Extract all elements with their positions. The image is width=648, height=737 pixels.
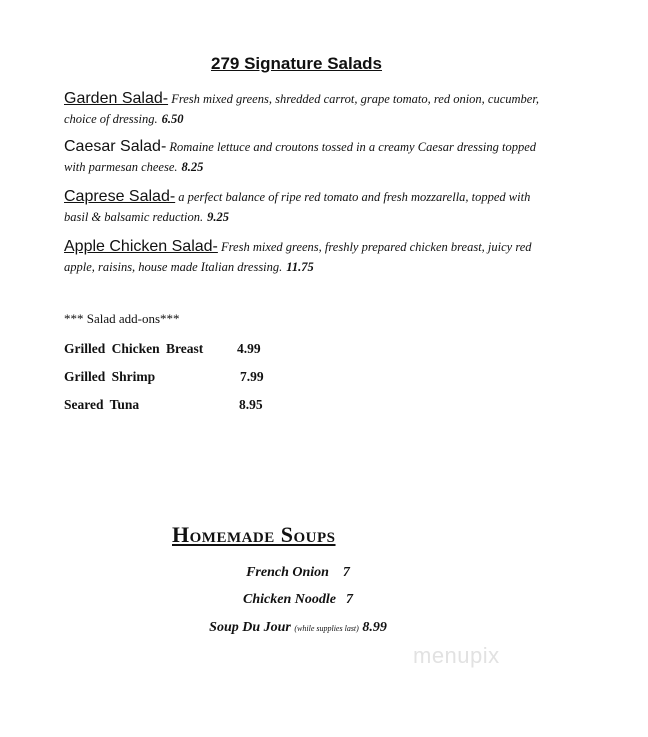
salad-price: 8.25	[181, 160, 204, 174]
addon-price: 7.99	[240, 369, 264, 384]
soup-price: 7	[345, 592, 353, 607]
salad-price: 9.25	[207, 210, 229, 224]
salad-name: Caesar Salad-	[64, 138, 167, 155]
soups-section-title: Homemade Soups	[172, 522, 336, 547]
soup-name: French Onion	[246, 565, 329, 580]
addon-price: 8.95	[239, 397, 263, 412]
salad-description: a perfect balance of ripe red tomato and fresh mozzarella, topped with basil & balsamic reduction.	[64, 190, 531, 224]
menupix-watermark: menupix	[413, 643, 500, 668]
salad-description: Romaine lettuce and croutons tossed in a creamy Caesar dressing topped with parmesan cheese.	[64, 140, 537, 174]
salad-item-caesar	[64, 137, 544, 177]
salads-section-title: 279 Signature Salads	[210, 54, 383, 73]
salad-item-caprese	[64, 187, 544, 227]
soup-price: 7	[342, 565, 350, 580]
soup-item	[0, 620, 596, 636]
soup-name: Soup Du Jour	[209, 620, 291, 635]
salad-item-apple-chicken	[64, 237, 544, 277]
addon-name: Seared Tuna	[64, 397, 140, 412]
addon-price: 4.99	[237, 341, 261, 356]
salad-name: Garden Salad-	[64, 90, 169, 107]
salad-description: Fresh mixed greens, shredded carrot, grape tomato, red onion, cucumber, choice of dressing.	[64, 92, 539, 126]
salad-name: Caprese Salad-	[64, 188, 176, 205]
soup-item	[0, 565, 596, 581]
addon-name: Grilled Shrimp	[64, 369, 156, 384]
salad-price: 6.50	[161, 112, 184, 126]
salad-item-garden	[64, 89, 544, 129]
addon-name: Grilled Chicken Breast	[64, 341, 204, 356]
salad-description: Fresh mixed greens, freshly prepared chicken breast, juicy red apple, raisins, house made Italian dressing.	[64, 240, 532, 274]
soup-name: Chicken Noodle	[243, 592, 336, 607]
soup-note: (while supplies last)	[294, 624, 359, 633]
salad-price: 11.75	[286, 260, 314, 274]
addons-heading: *** Salad add-ons***	[64, 311, 180, 326]
soup-price: 8.99	[362, 620, 387, 635]
salad-name: Apple Chicken Salad-	[64, 238, 218, 255]
soup-item	[0, 592, 596, 608]
